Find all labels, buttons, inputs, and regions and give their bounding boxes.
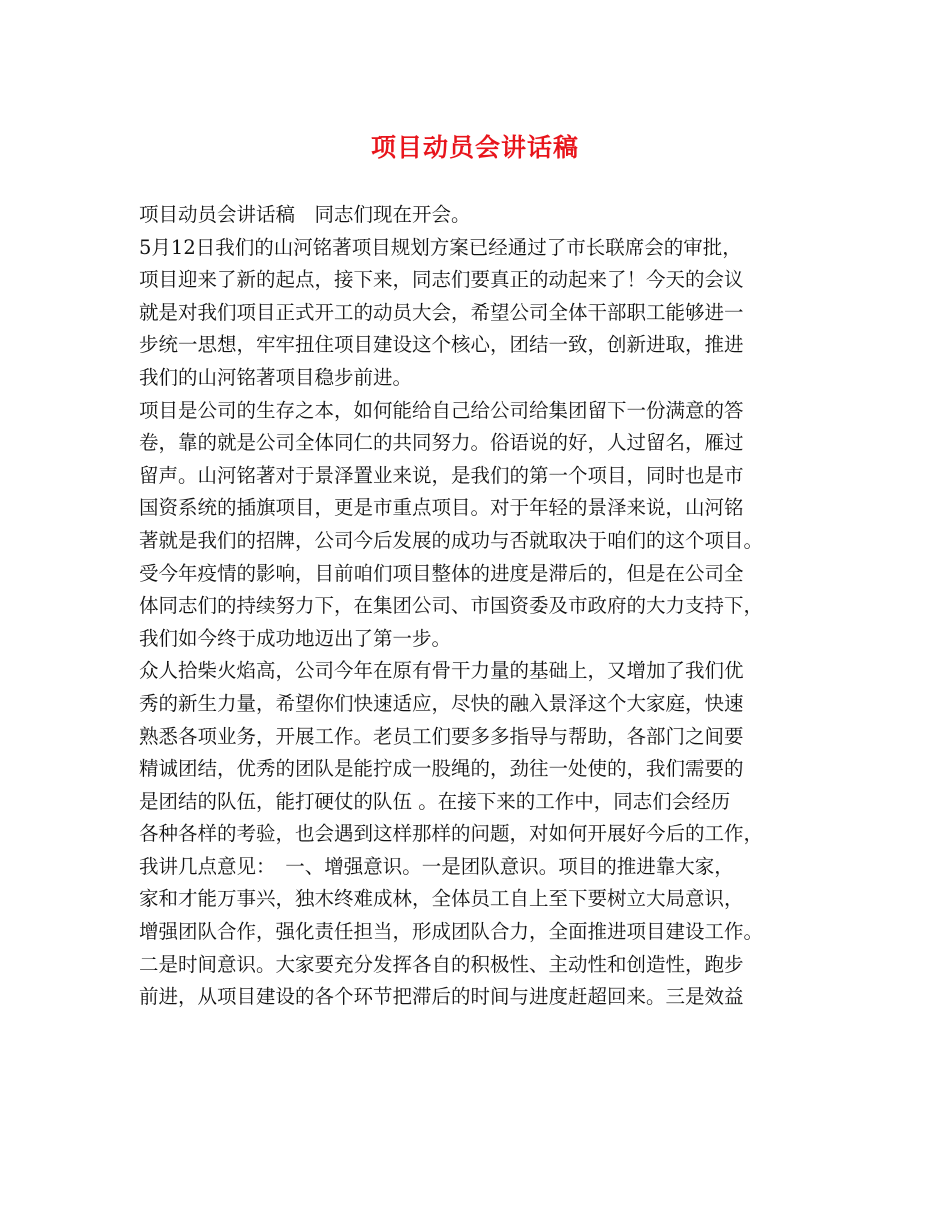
body-line: 国资系统的插旗项目，更是市重点项目。对于年轻的景泽来说，山河铭 (139, 496, 744, 520)
body-line: 我们的山河铭著项目稳步前进。 (139, 365, 413, 389)
body-line: 各种各样的考验，也会遇到这样那样的问题，对如何开展好今后的工作， (139, 822, 764, 846)
body-line: 秀的新生力量，希望你们快速适应，尽快的融入景泽这个大家庭，快速 (139, 691, 744, 715)
body-line: 卷，靠的就是公司全体同仁的共同努力。俗语说的好，人过留名，雁过 (139, 431, 744, 455)
body-line: 留声。山河铭著对于景泽置业来说，是我们的第一个项目，同时也是市 (139, 463, 744, 487)
body-line: 熟悉各项业务，开展工作。老员工们要多多指导与帮助，各部门之间要 (139, 724, 744, 748)
body-line: 二是时间意识。大家要充分发挥各自的积极性、主动性和创造性，跑步 (139, 952, 744, 976)
body-line: 家和才能万事兴，独木终难成林，全体员工自上至下要树立大局意识， (139, 887, 744, 911)
body-line: 5月12日我们的山河铭著项目规划方案已经通过了市长联席会的审批， (139, 235, 742, 259)
document-title: 项目动员会讲话稿 (370, 133, 579, 162)
body-line: 我讲几点意见： 一、增强意识。一是团队意识。项目的推进靠大家， (139, 854, 734, 878)
body-line: 增强团队合作，强化责任担当，形成团队合力，全面推进项目建设工作。 (139, 920, 764, 944)
body-line: 众人拾柴火焰高，公司今年在原有骨干力量的基础上，又增加了我们优 (139, 659, 744, 683)
body-line: 项目迎来了新的起点，接下来，同志们要真正的动起来了！今天的会议 (139, 268, 744, 292)
body-line: 精诚团结，优秀的团队是能拧成一股绳的，劲往一处使的，我们需要的 (139, 757, 744, 781)
body-line: 前进，从项目建设的各个环节把滞后的时间与进度赶超回来。三是效益 (139, 985, 744, 1009)
body-line: 步统一思想，牢牢扭住项目建设这个核心，团结一致，创新进取，推进 (139, 333, 744, 357)
body-line: 体同志们的持续努力下，在集团公司、市国资委及市政府的大力支持下， (139, 594, 764, 618)
body-line: 项目动员会讲话稿 同志们现在开会。 (139, 203, 471, 226)
body-line: 项目是公司的生存之本，如何能给自己给公司给集团留下一份满意的答 (139, 398, 744, 422)
body-line: 著就是我们的招牌，公司今后发展的成功与否就取决于咱们的这个项目。 (139, 528, 764, 552)
body-line: 就是对我们项目正式开工的动员大会，希望公司全体干部职工能够进一 (139, 300, 744, 324)
body-line: 我们如今终于成功地迈出了第一步。 (139, 626, 452, 650)
document-body (139, 199, 823, 1014)
body-line: 受今年疫情的影响，目前咱们项目整体的进度是滞后的，但是在公司全 (139, 561, 744, 585)
body-line: 是团结的队伍，能打硬仗的队伍 。在接下来的工作中，同志们会经历 (139, 789, 731, 813)
